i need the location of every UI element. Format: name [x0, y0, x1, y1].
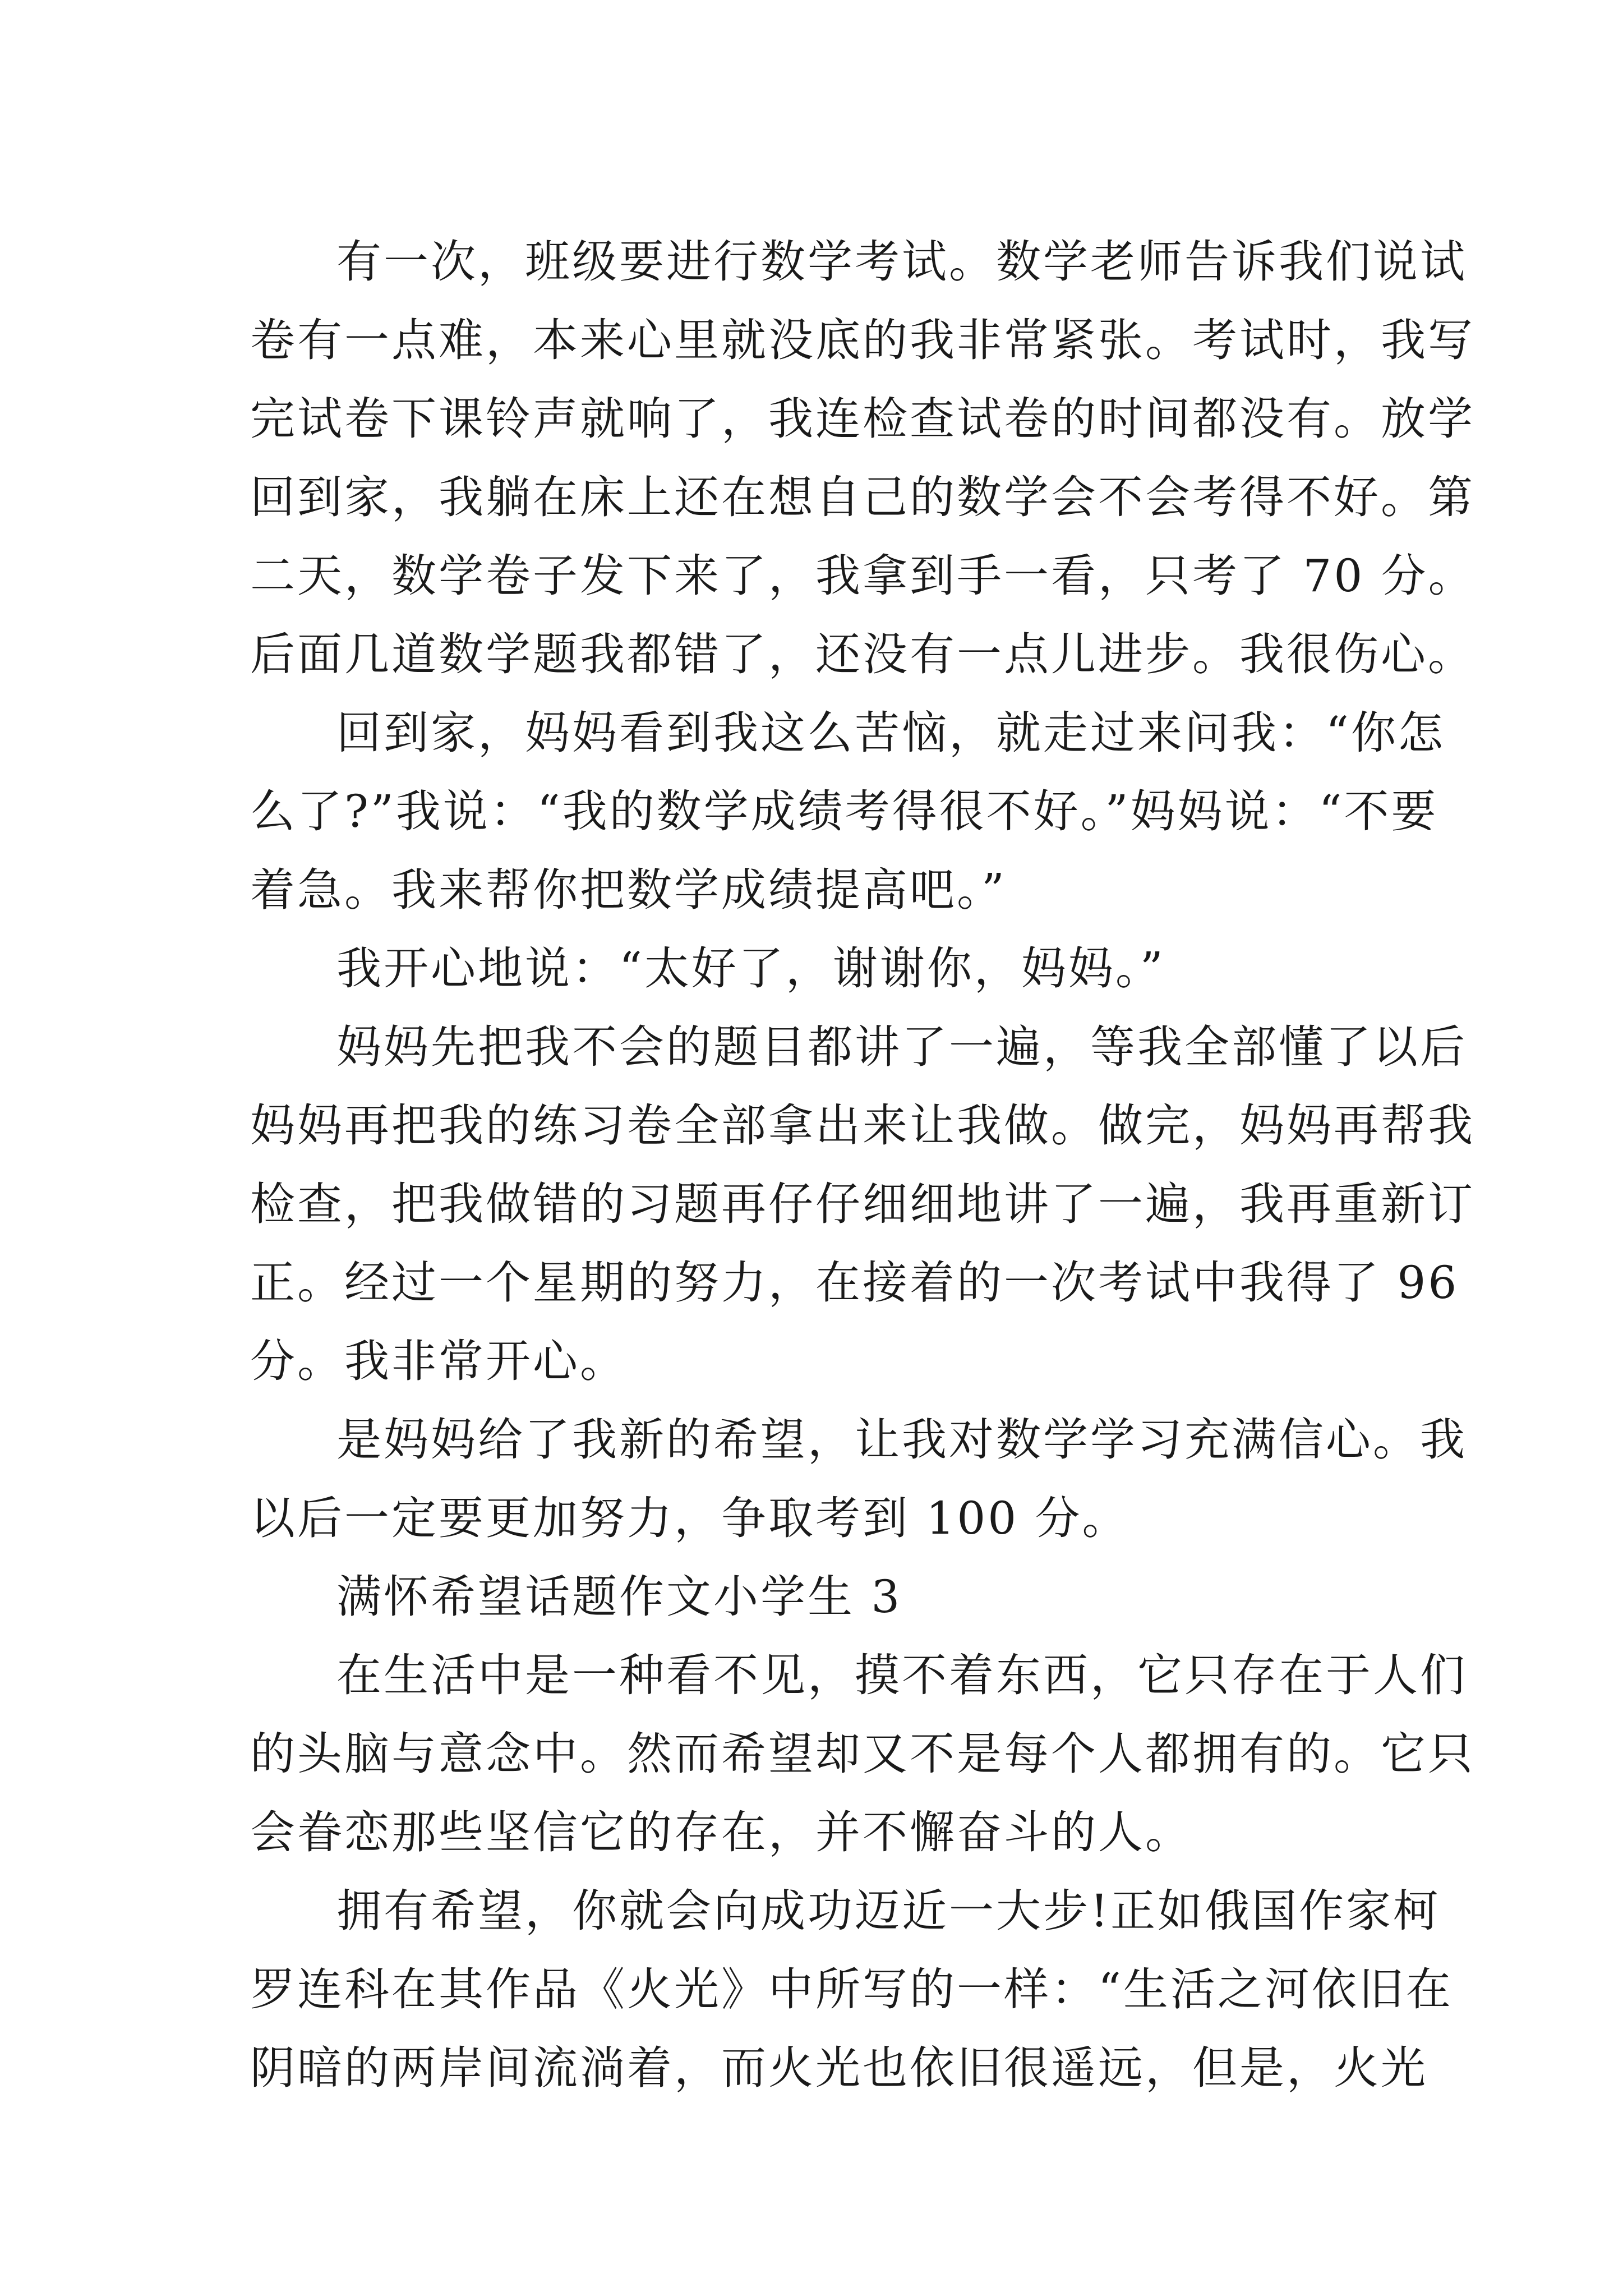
text-line: 回到家，妈妈看到我这么苦恼，就走过来问我：“你怎 [336, 707, 1445, 759]
text-line: 有一次，班级要进行数学考试。数学老师告诉我们说试 [336, 236, 1467, 288]
text-line: 妈妈先把我不会的题目都讲了一遍，等我全部懂了以后 [336, 1021, 1467, 1073]
text-line: 拥有希望，你就会向成功迈近一大步!正如俄国作家柯 [336, 1885, 1441, 1937]
text-line: 完试卷下课铃声就响了，我连检查试卷的时间都没有。放学 [250, 393, 1475, 445]
text-line: 么了?”我说：“我的数学成绩考得很不好。”妈妈说：“不要 [250, 785, 1438, 838]
text-line: 我开心地说：“太好了，谢谢你，妈妈。” [336, 942, 1165, 995]
text-line: 妈妈再把我的练习卷全部拿出来让我做。做完，妈妈再帮我 [250, 1099, 1475, 1152]
text-line: 以后一定要更加努力，争取考到 100 分。 [250, 1492, 1129, 1544]
text-line: 阴暗的两岸间流淌着，而火光也依旧很遥远，但是，火光 [250, 2042, 1428, 2094]
text-line: 回到家，我躺在床上还在想自己的数学会不会考得不好。第 [250, 471, 1475, 523]
text-line: 会眷恋那些坚信它的存在，并不懈奋斗的人。 [250, 1806, 1192, 1858]
text-line: 分。我非常开心。 [250, 1335, 627, 1387]
text-line: 着急。我来帮你把数学成绩提高吧。” [250, 864, 1007, 916]
text-line: 罗连科在其作品《火光》中所写的一样：“生活之河依旧在 [250, 1963, 1453, 2016]
text-line: 在生活中是一种看不见，摸不着东西，它只存在于人们 [336, 1649, 1467, 1701]
text-line: 二天，数学卷子发下来了，我拿到手一看，只考了 70 分。 [250, 550, 1476, 602]
text-line: 是妈妈给了我新的希望，让我对数学学习充满信心。我 [336, 1414, 1467, 1466]
text-line: 卷有一点难，本来心里就没底的我非常紧张。考试时，我写 [250, 314, 1475, 366]
section-heading: 满怀希望话题作文小学生 3 [336, 1571, 902, 1623]
text-line: 正。经过一个星期的努力，在接着的一次考试中我得了 96 [250, 1257, 1459, 1309]
text-line: 后面几道数学题我都错了，还没有一点儿进步。我很伤心。 [250, 628, 1475, 680]
text-line: 的头脑与意念中。然而希望却又不是每个人都拥有的。它只 [250, 1728, 1475, 1780]
text-line: 检查，把我做错的习题再仔仔细细地讲了一遍，我再重新订 [250, 1178, 1475, 1230]
